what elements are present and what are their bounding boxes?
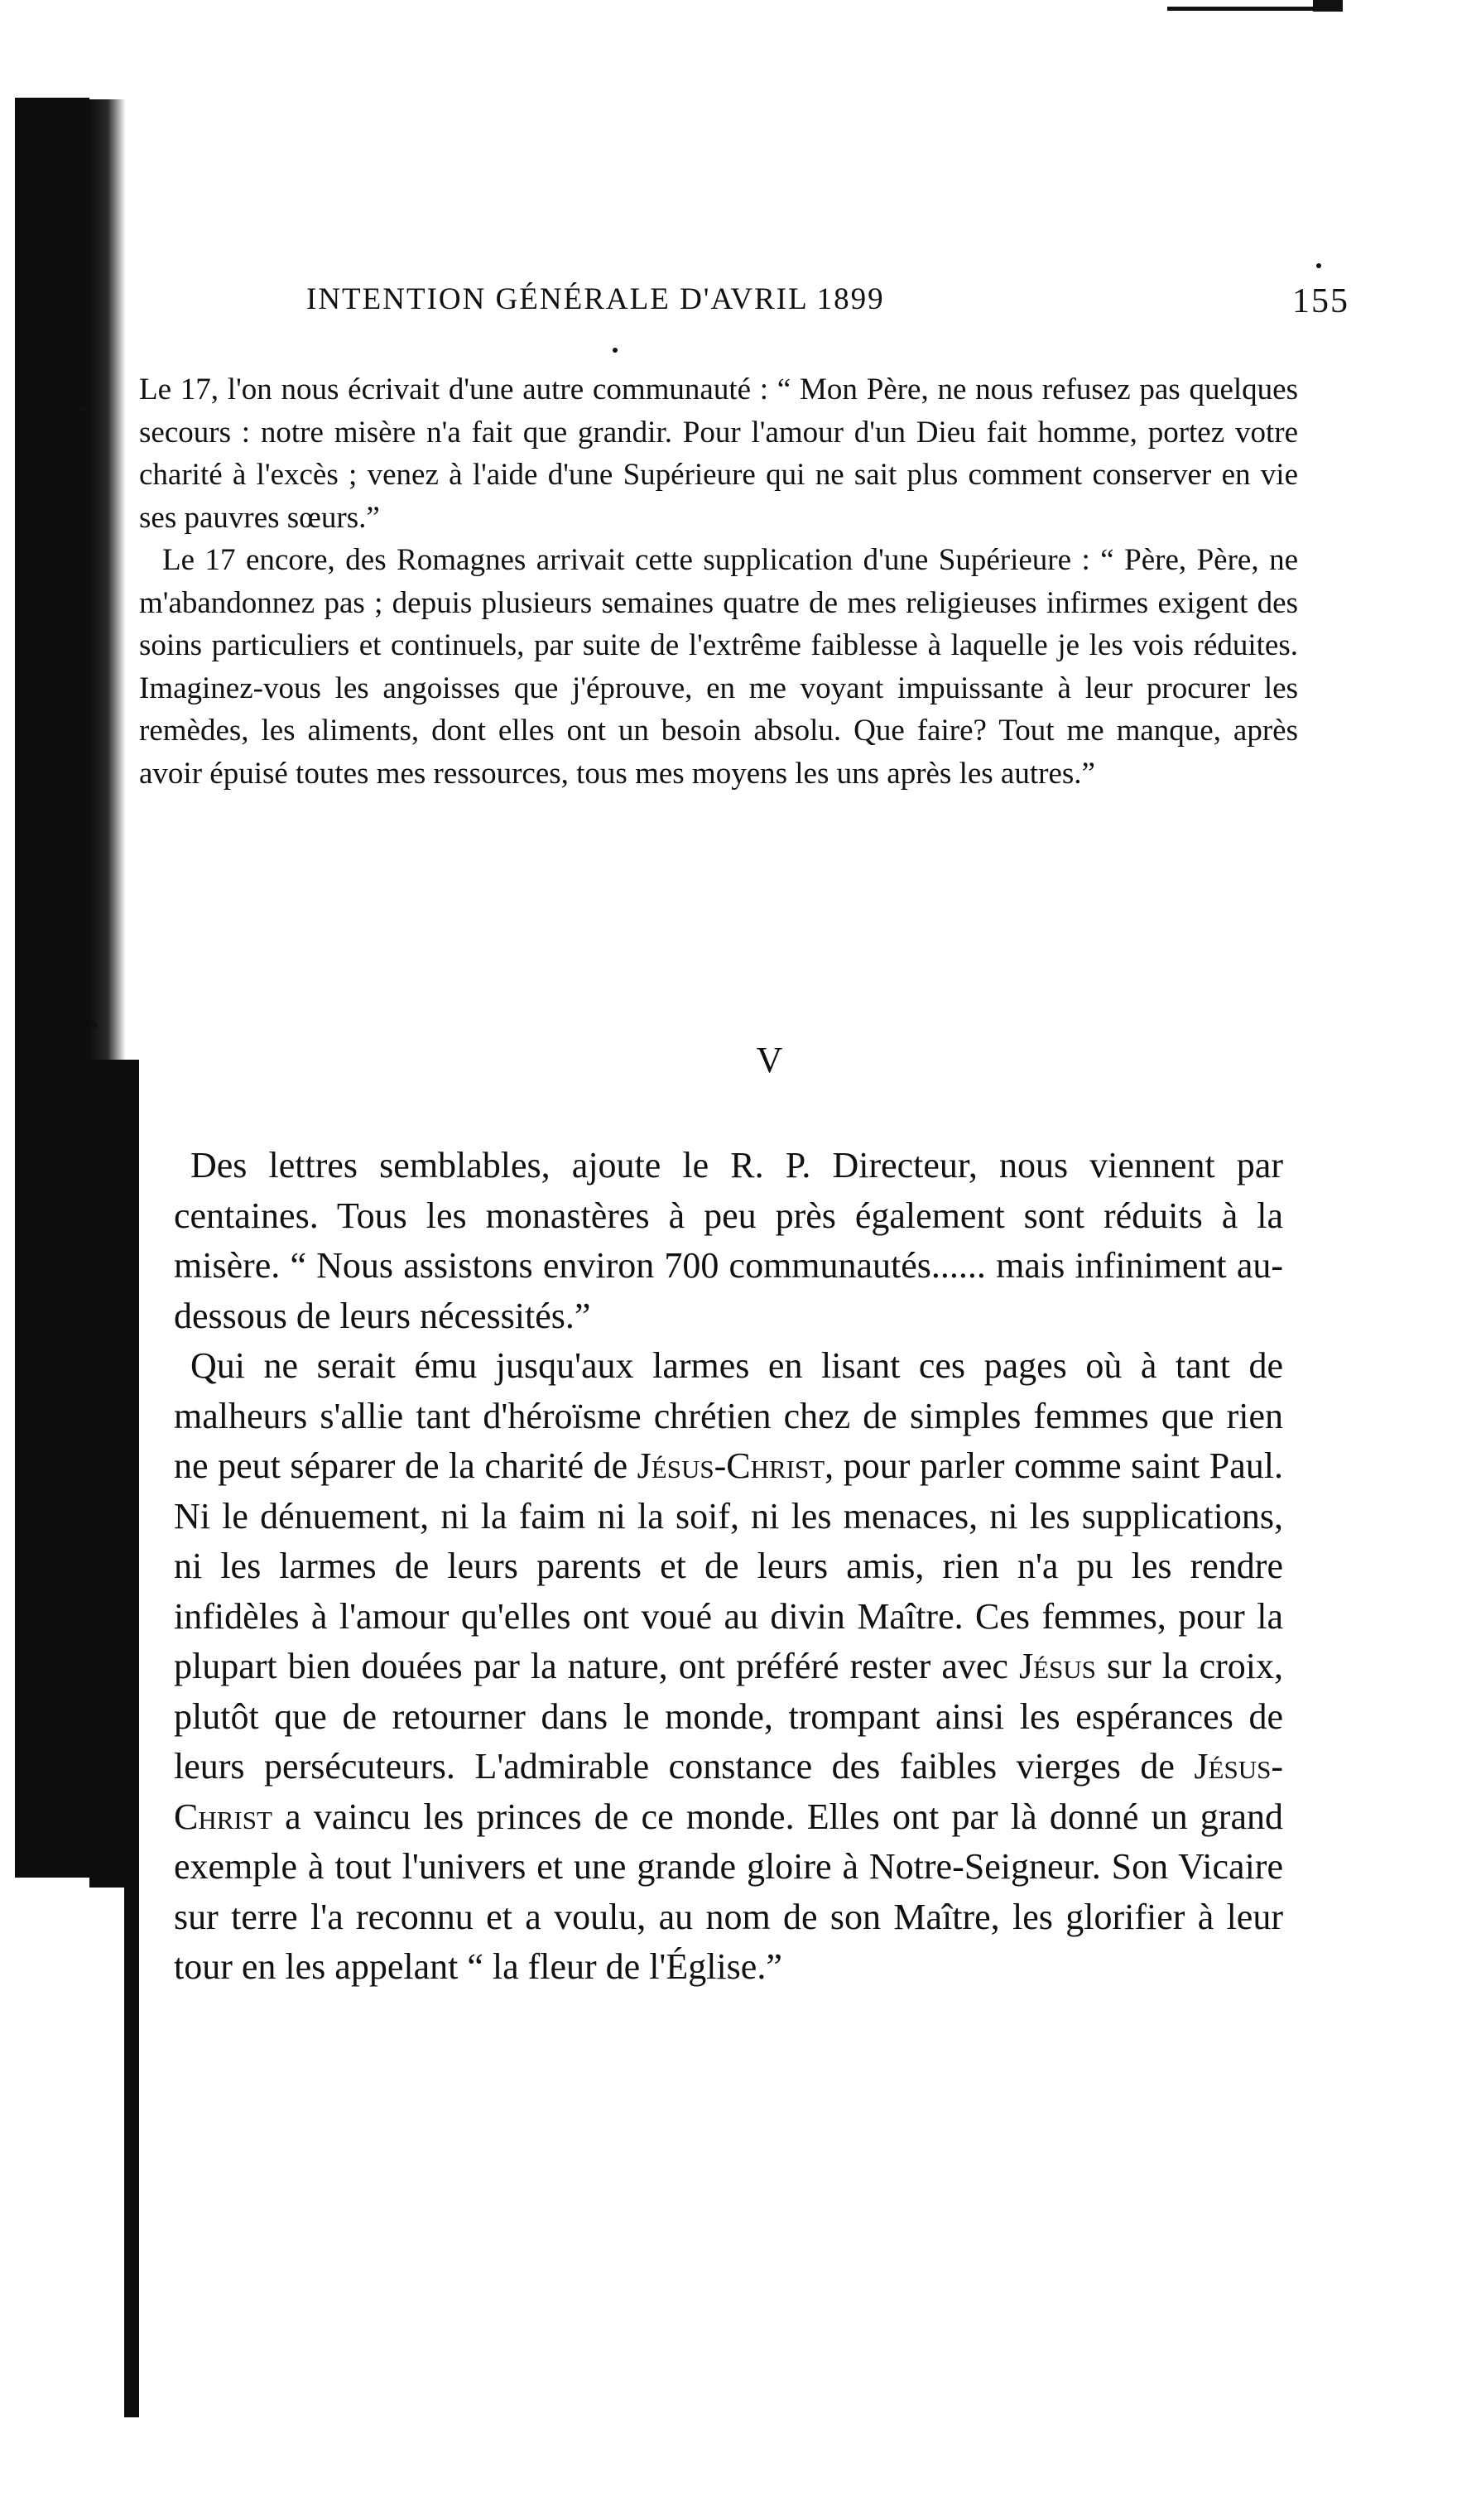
scan-binding-shadow-edge [124,1060,139,2417]
running-head-title: INTENTION GÉNÉRALE D'AVRIL 1899 [306,282,885,316]
scan-speck [613,348,618,353]
letter-paragraph: Le 17, l'on nous écrivait d'une autre communauté : “ Mon Père, ne nous refusez pas quelques secours : notre misère n'a fait que grandir. Pour l'amour d'un Dieu fait homme, portez votre charité à l'excès ; venez à l'aide d'une Supérieure qui ne sait plus comment conserver en vie ses pauvres sœurs.” [139,373,1298,535]
scan-binding-shadow-lower [89,1060,124,1888]
running-head [306,281,1349,331]
section-numeral: V [756,1040,783,1080]
text-run: Qui ne serait ému jusqu'aux larmes en lisant ces pages où à tant de malheurs s'allie tant d'héroïsme chrétien chez de simples femmes que rien ne peut séparer de la charité de [174,1345,1283,1486]
scan-binding-shadow-fade [89,99,126,1060]
main-text [174,1141,1283,1993]
scan-speck [1316,263,1321,268]
top-rule-mark [1313,0,1343,12]
quoted-letters [139,368,1298,795]
page-number: 155 [1292,282,1349,320]
body-paragraph: Des lettres semblables, ajoute le R. P. Directeur, nous viennent par centaines. Tous les monastères à peu près également sont réduits à la misère. “ Nous assistons environ 700 communautés...... mais infiniment au-dessous de leurs nécessités.” [174,1145,1283,1336]
body-paragraph [174,1341,1283,1993]
name-jesus-christ: Jésus-Christ [637,1445,825,1486]
text-run: a vaincu les princes de ce monde. Elles ont par là donné un grand exemple à tout l'univers et une grande gloire à Notre-Seigneur. Son Vicaire sur terre l'a reconnu et a voulu, au nom de son Maître, les glorifier à leur tour en les appelant “ la fleur de l'Église.” [174,1796,1283,1987]
scan-binding-shadow [15,98,89,1878]
letter-paragraph: Le 17 encore, des Romagnes arrivait cette supplication d'une Supérieure : “ Père, Père, ne m'abandonnez pas ; depuis plusieurs semaines quatre de mes religieuses infirmes exigent des soins particuliers et continuels, par suite de l'extrême faiblesse à laquelle je les vois réduites. Imaginez-vous les angoisses que j'éprouve, en me voyant impuissante à leur procurer les remèdes, les aliments, dont elles ont un besoin absolu. Que faire? Tout me manque, après avoir épuisé toutes mes ressources, tous mes moyens les uns après les autres.” [139,543,1298,791]
scan-speck [79,406,86,412]
name-jesus: Jésus [1018,1646,1096,1686]
text-run: sur la croix, plutôt que de retourner dans le monde, trompant ainsi les espérances de leurs persécuteurs. L'admirable constance des faibles vierges de [174,1646,1283,1787]
scan-speck [91,1022,98,1028]
text-run: , pour parler comme saint Paul. Ni le dénuement, ni la faim ni la soif, ni les menaces, ni les supplications, ni les larmes de leurs parents et de leurs amis, rien n'a pu les rendre infidèles à l'amour qu'elles ont voué au divin Maître. Ces femmes, pour la plupart bien douées par la nature, ont préféré rester avec [174,1445,1283,1686]
name-jesus-christ: Jésus-Christ [174,1746,1283,1837]
